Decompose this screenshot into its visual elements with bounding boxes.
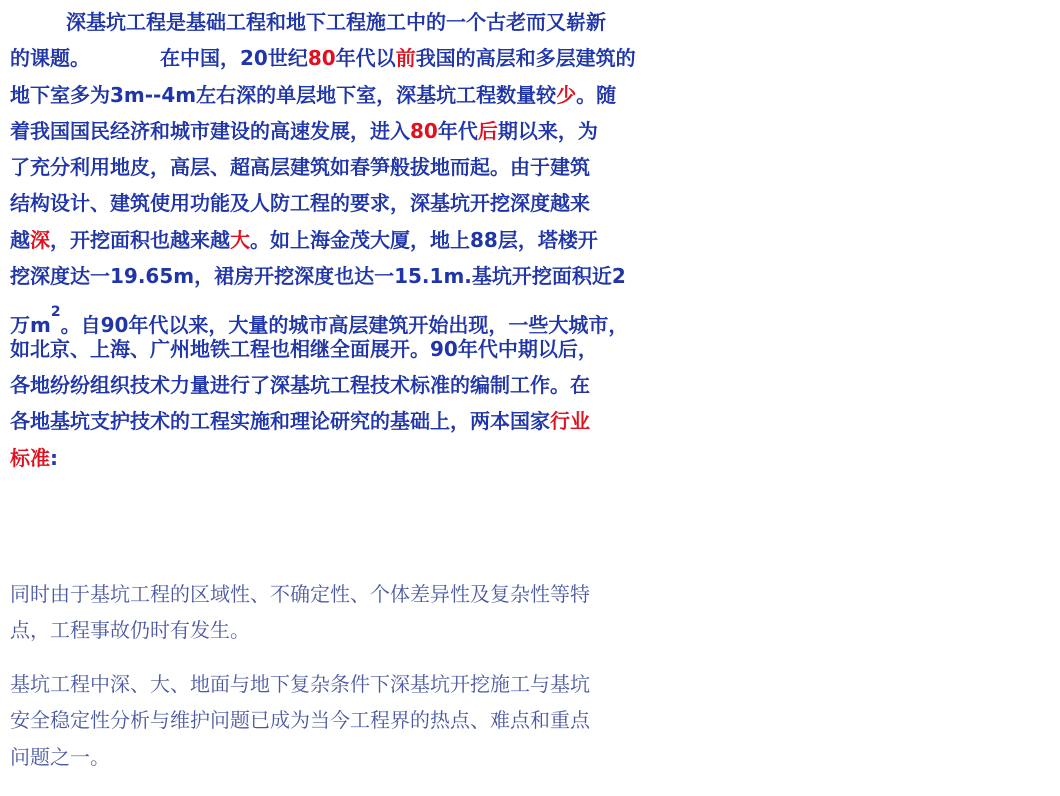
- text-span: 期以来，为: [497, 118, 598, 143]
- text-span: 深基坑工程是基础工程和地下工程施工中的一个古老而又崭新: [66, 10, 606, 34]
- paragraph-line: [10, 739, 1056, 775]
- text-span: 地下室多为3m--4m左右深的单层地下室，深基坑工程数量较: [10, 82, 557, 107]
- highlight-text: 少: [556, 82, 577, 107]
- paragraph-line: [10, 666, 1056, 702]
- text-span: 年代: [437, 118, 478, 143]
- text-span: 安全稳定性分析与维护问题已成为当今工程界的热点、难点和重点: [10, 708, 590, 733]
- text-span: 问题之一。: [10, 744, 110, 769]
- paragraph-history: [10, 4, 1056, 476]
- text-span: 的课题。: [10, 46, 90, 71]
- paragraph-line: [10, 258, 1056, 294]
- paragraph-line: [10, 149, 1056, 185]
- paragraph-line: [10, 612, 1056, 648]
- superscript: 2: [50, 304, 61, 321]
- text-span: 挖深度达一19.65m，裙房开挖深度也达一15.1m.基坑开挖面积近2: [10, 264, 626, 289]
- text-span: 结构设计、建筑使用功能及人防工程的要求，深基坑开挖深度越来: [10, 191, 590, 216]
- text-span: 。如上海金茂大厦，地上88层，塔楼开: [250, 227, 598, 252]
- highlight-text: 前: [395, 46, 416, 71]
- highlight-text: 80: [410, 118, 438, 143]
- paragraph-line: [10, 331, 1056, 367]
- text-span: 基坑工程中深、大、地面与地下复杂条件下深基坑开挖施工与基坑: [10, 672, 590, 696]
- paragraph-line: [10, 4, 1056, 40]
- highlight-text: 大: [230, 227, 250, 252]
- paragraph-line: [10, 576, 1056, 612]
- highlight-text: 后: [477, 118, 498, 143]
- text-span: 在中国，20世纪: [160, 46, 308, 71]
- text-span: 。自90年代以来，大量的城市高层建筑开始出现，一些大城市，: [60, 313, 629, 338]
- text-span: :: [50, 445, 58, 470]
- paragraph-line: [10, 222, 1056, 258]
- text-span: 点，工程事故仍时有发生。: [10, 618, 250, 643]
- text-span: 年代以: [335, 46, 396, 71]
- highlight-text: 标准: [10, 445, 50, 470]
- text-span: 越: [10, 227, 30, 252]
- paragraph-line: [10, 113, 1056, 149]
- text-span: 万m: [10, 313, 51, 338]
- paragraph-line: [10, 77, 1056, 113]
- text-span: 各地基坑支护技术的工程实施和理论研究的基础上，两本国家: [10, 409, 550, 434]
- paragraph-hotspots: [10, 666, 1056, 775]
- paragraph-line: [10, 185, 1056, 221]
- paragraph-line: [10, 440, 1056, 476]
- highlight-text: 深: [30, 227, 50, 252]
- paragraph-line: [10, 367, 1056, 403]
- text-span: 我国的高层和多层建筑的: [415, 46, 636, 71]
- text-span: 同时由于基坑工程的区域性、不确定性、个体差异性及复杂性等特: [10, 582, 590, 606]
- text-span: ，开挖面积也越来越: [50, 227, 230, 252]
- text-span: 。随: [576, 82, 617, 107]
- highlight-text: 行业: [550, 409, 590, 434]
- highlight-text: 80: [307, 46, 336, 71]
- paragraph-line: [10, 294, 1056, 338]
- text-span: 了充分利用地皮，高层、超高层建筑如春笋般拔地而起。由于建筑: [10, 155, 590, 180]
- paragraph-accidents: [10, 576, 1056, 649]
- paragraph-line: [10, 702, 1056, 738]
- text-span: 如北京、上海、广州地铁工程也相继全面展开。90年代中期以后，: [10, 336, 598, 361]
- text-span: 各地纷纷组织技术力量进行了深基坑工程技术标准的编制工作。在: [10, 372, 590, 397]
- paragraph-line: [10, 40, 1056, 76]
- text-span: 着我国国民经济和城市建设的高速发展，进入: [10, 118, 410, 143]
- paragraph-line: [10, 403, 1056, 439]
